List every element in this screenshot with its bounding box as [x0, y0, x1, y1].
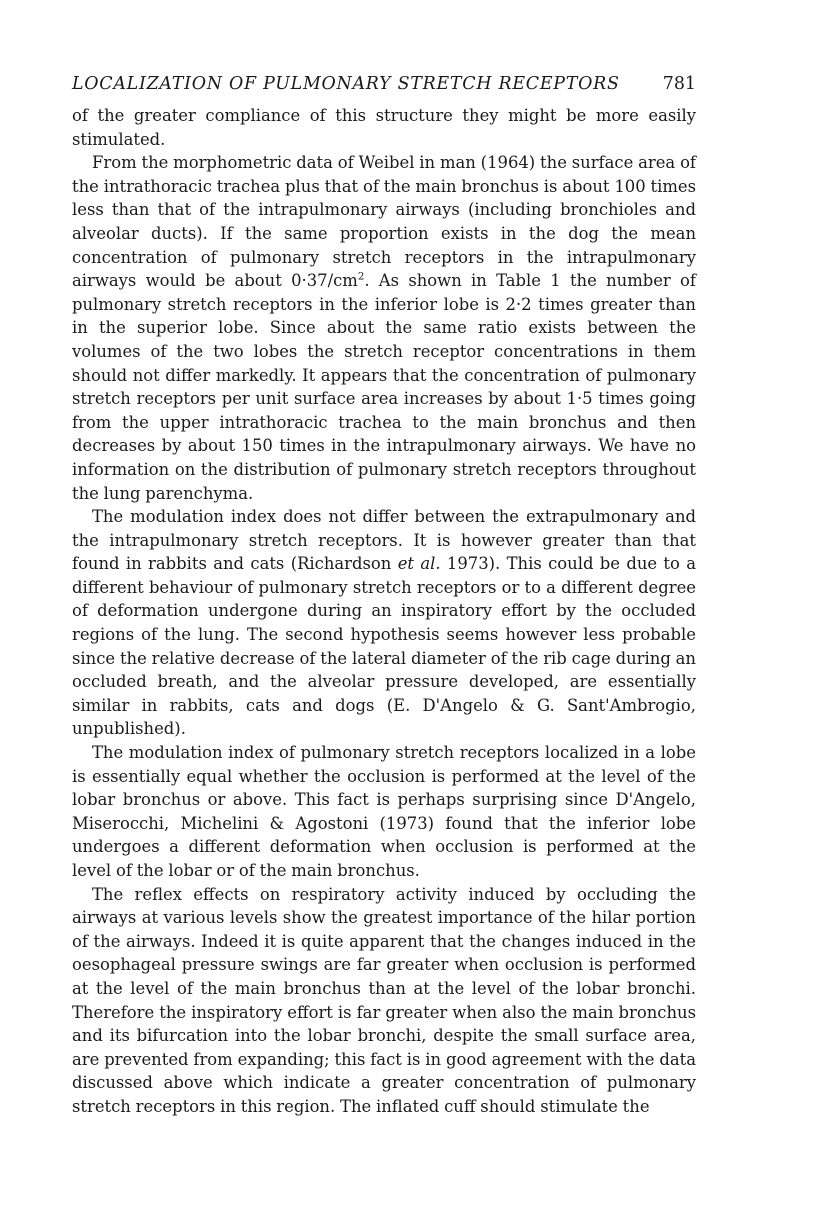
journal-page [72, 74, 696, 1119]
page-number: 781 [662, 74, 696, 94]
paragraph-modulation-index [72, 505, 696, 741]
paragraph-reflex-effects: The reflex effects on respiratory activity induced by occluding the airways at various levels show the greatest importance of the hilar portion of the airways. Indeed it is quite apparent that the changes induced in the oesophageal pressure swings are far greater when occlusion is performed at the level of the main bronchus than at the level of the lobar bronchi. Therefore the inspiratory effort is far greater when also the main bronchus and its bifurcation into the lobar bronchi, despite the small surface area, are prevented from expanding; this fact is in good agreement with the data discussed above which indicate a greater concentration of pulmonary stretch receptors in this region. The inflated cuff should stimulate the [72, 884, 696, 1116]
text-segment: The modulation index does not differ between the extrapulmonary and the intrapulmonary stretch receptors. It is however greater than that found in rabbits and cats (Richardson [72, 507, 696, 574]
running-header [72, 74, 696, 104]
italic-citation: et al. [397, 554, 441, 574]
text-segment: 1973). This could be due to a different behaviour of pulmonary stretch receptors or to a different degree of deformation undergone during an inspiratory effort by the occluded regions of the lung. The second hypothesis seems however less probable since the relative decrease of the lateral diameter of the rib cage during an occluded breath, and the alveolar pressure developed, are essentially similar in rabbits, cats and dogs (E. D'Angelo & G. Sant'Ambrogio, unpublished). [72, 554, 697, 739]
paragraph-morphometric-data [72, 151, 696, 505]
text-segment: From the morphometric data of Weibel in man (1964) the surface area of the intrathoracic trachea plus that of the main bronchus is about 100 times less than that of the intrapulmonary airways (including bronchioles and alveolar ducts). If the same proportion exists in the dog the mean concentration of pulmonary stretch receptors in the intrapulmonary airways would be about 0·37/cm [72, 153, 696, 291]
page-bottom-margin [0, 1071, 816, 1211]
superscript-exponent: 2 [357, 271, 365, 283]
text-segment: . As shown in Table 1 the number of pulmonary stretch receptors in the inferior lobe is 2·2 times greater than in the superior lobe. Since about the same ratio exists between the volumes of the two lobes the stretch receptor concentrations in them should not differ markedly. It appears that the concentration of pulmonary stretch receptors per unit surface area increases by about 1·5 times going from the upper intrathoracic trachea to the main bronchus and then decreases by about 150 times in the intrapulmonary airways. We have no information on the distribution of pulmonary stretch receptors throughout the lung parenchyma. [72, 271, 696, 503]
paragraph-continuation: of the greater compliance of this structure they might be more easily stimulated. [72, 106, 696, 149]
body-text [72, 104, 696, 1119]
running-title: LOCALIZATION OF PULMONARY STRETCH RECEPTORS [72, 74, 620, 94]
paragraph-lobar-occlusion: The modulation index of pulmonary stretch receptors localized in a lobe is essentially equal whether the occlusion is performed at the level of the lobar bronchus or above. This fact is perhaps surprising since D'Angelo, Miserocchi, Michelini & Agostoni (1973) found that the inferior lobe undergoes a different deformation when occlusion is performed at the level of the lobar or of the main bronchus. [72, 743, 696, 880]
